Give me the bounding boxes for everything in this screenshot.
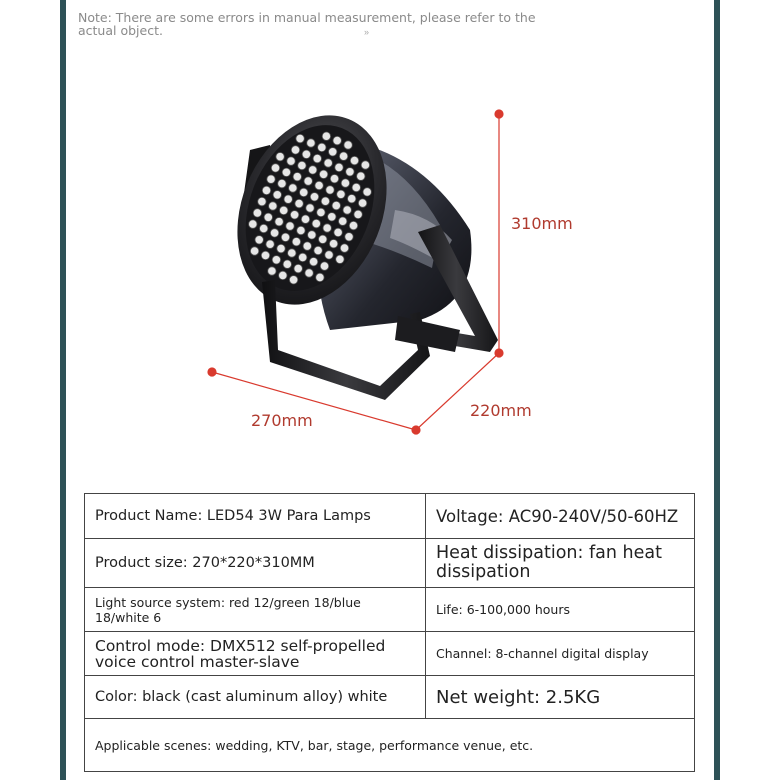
led-lens bbox=[346, 168, 354, 176]
led-lens bbox=[349, 221, 357, 229]
led-lens bbox=[323, 224, 331, 232]
led-lens bbox=[304, 177, 312, 185]
led-lens bbox=[276, 153, 284, 161]
led-lens bbox=[345, 233, 353, 241]
product-size-cell: Product size: 270*220*310MM bbox=[85, 539, 426, 588]
led-lens bbox=[337, 190, 345, 198]
led-lens bbox=[273, 191, 281, 199]
led-lens bbox=[286, 222, 294, 230]
led-lens bbox=[306, 204, 314, 212]
led-lens bbox=[309, 166, 317, 174]
led-lens bbox=[325, 251, 333, 259]
led-lens bbox=[303, 242, 311, 250]
led-lens bbox=[261, 251, 269, 259]
led-lens bbox=[272, 256, 280, 264]
led-lens bbox=[318, 143, 326, 151]
led-lens bbox=[255, 236, 263, 244]
led-lens bbox=[340, 244, 348, 252]
led-lens bbox=[305, 269, 313, 277]
led-lens bbox=[336, 255, 344, 263]
led-lens bbox=[289, 184, 297, 192]
led-lens bbox=[275, 218, 283, 226]
led-lens bbox=[271, 164, 279, 172]
led-lens bbox=[280, 206, 288, 214]
led-lens bbox=[361, 161, 369, 169]
led-lens bbox=[284, 195, 292, 203]
light-source-cell: Light source system: red 12/green 18/blue 18/white 6 bbox=[85, 588, 426, 632]
led-lens bbox=[269, 202, 277, 210]
led-lens bbox=[321, 197, 329, 205]
table-row bbox=[85, 632, 695, 676]
led-lens bbox=[267, 175, 275, 183]
led-lens bbox=[291, 146, 299, 154]
led-lens bbox=[319, 235, 327, 243]
table-row bbox=[85, 539, 695, 588]
led-lens bbox=[329, 148, 337, 156]
led-lens bbox=[333, 136, 341, 144]
led-lens bbox=[357, 172, 365, 180]
led-lens bbox=[301, 215, 309, 223]
led-lens bbox=[250, 247, 258, 255]
led-lens bbox=[279, 271, 287, 279]
height-dimension-label: 310mm bbox=[511, 214, 573, 233]
heat-dissipation-cell: Heat dissipation: fan heat dissipation bbox=[426, 539, 695, 588]
led-lens bbox=[260, 224, 268, 232]
led-lens bbox=[313, 154, 321, 162]
led-lens bbox=[283, 260, 291, 268]
depth-dimension-label: 220mm bbox=[470, 401, 532, 420]
led-lens bbox=[302, 150, 310, 158]
led-lens bbox=[293, 173, 301, 181]
led-lens bbox=[354, 210, 362, 218]
led-lens bbox=[292, 238, 300, 246]
led-lens bbox=[262, 186, 270, 194]
led-lens bbox=[319, 170, 327, 178]
led-lens bbox=[310, 193, 318, 201]
led-lens bbox=[296, 134, 304, 142]
led-lens bbox=[281, 233, 289, 241]
led-lens bbox=[352, 183, 360, 191]
led-lens bbox=[329, 240, 337, 248]
led-lens bbox=[334, 228, 342, 236]
led-lens bbox=[339, 152, 347, 160]
led-lens bbox=[328, 213, 336, 221]
led-lens bbox=[348, 195, 356, 203]
lamp-body bbox=[210, 93, 471, 330]
led-lens bbox=[320, 262, 328, 270]
led-lens bbox=[312, 219, 320, 227]
led-lens bbox=[270, 229, 278, 237]
color-cell: Color: black (cast aluminum alloy) white bbox=[85, 676, 426, 719]
led-lens bbox=[343, 206, 351, 214]
length-dimension-label: 270mm bbox=[251, 411, 313, 430]
applicable-scenes-cell: Applicable scenes: wedding, KTV, bar, stage, performance venue, etc. bbox=[85, 719, 695, 772]
led-lens bbox=[324, 159, 332, 167]
led-lens bbox=[299, 253, 307, 261]
led-lens bbox=[278, 179, 286, 187]
led-lens bbox=[266, 240, 274, 248]
led-lens bbox=[307, 139, 315, 147]
led-lens bbox=[314, 246, 322, 254]
note-mark: » bbox=[364, 27, 370, 37]
table-row bbox=[85, 494, 695, 539]
led-lens bbox=[308, 231, 316, 239]
led-lens bbox=[344, 141, 352, 149]
led-lens bbox=[295, 199, 303, 207]
control-mode-cell: Control mode: DMX512 self-propelled voice control master-slave bbox=[85, 632, 426, 676]
net-weight-cell: Net weight: 2.5KG bbox=[426, 676, 695, 719]
led-lens bbox=[317, 208, 325, 216]
voltage-cell: Voltage: AC90-240V/50-60HZ bbox=[426, 494, 695, 539]
led-lens bbox=[288, 249, 296, 257]
led-lens bbox=[294, 264, 302, 272]
led-lens bbox=[287, 157, 295, 165]
led-lens bbox=[326, 186, 334, 194]
life-cell: Life: 6-100,000 hours bbox=[426, 588, 695, 632]
table-row bbox=[85, 719, 695, 772]
table-row bbox=[85, 676, 695, 719]
led-lens bbox=[322, 132, 330, 140]
led-lens bbox=[258, 197, 266, 205]
measurement-note: Note: There are some errors in manual measurement, please refer to the actual object. bbox=[78, 10, 536, 38]
led-lens bbox=[268, 267, 276, 275]
led-lens bbox=[339, 217, 347, 225]
led-lens bbox=[249, 220, 257, 228]
led-lens bbox=[330, 175, 338, 183]
led-lens bbox=[358, 199, 366, 207]
led-lens bbox=[290, 211, 298, 219]
led-lens bbox=[297, 226, 305, 234]
led-lens bbox=[253, 209, 261, 217]
led-lens bbox=[277, 244, 285, 252]
led-lens bbox=[282, 168, 290, 176]
led-lens bbox=[350, 156, 358, 164]
led-lens bbox=[332, 201, 340, 209]
led-lens bbox=[309, 258, 317, 266]
led-lens bbox=[335, 163, 343, 171]
led-lens bbox=[264, 213, 272, 221]
led-lens bbox=[298, 161, 306, 169]
led-lens bbox=[316, 273, 324, 281]
channel-cell: Channel: 8-channel digital display bbox=[426, 632, 695, 676]
product-name-cell: Product Name: LED54 3W Para Lamps bbox=[85, 494, 426, 539]
led-lens bbox=[341, 179, 349, 187]
spec-table bbox=[84, 493, 695, 772]
table-row bbox=[85, 588, 695, 632]
led-lens bbox=[300, 188, 308, 196]
led-lens bbox=[363, 188, 371, 196]
led-lens bbox=[315, 181, 323, 189]
led-lens bbox=[289, 276, 297, 284]
